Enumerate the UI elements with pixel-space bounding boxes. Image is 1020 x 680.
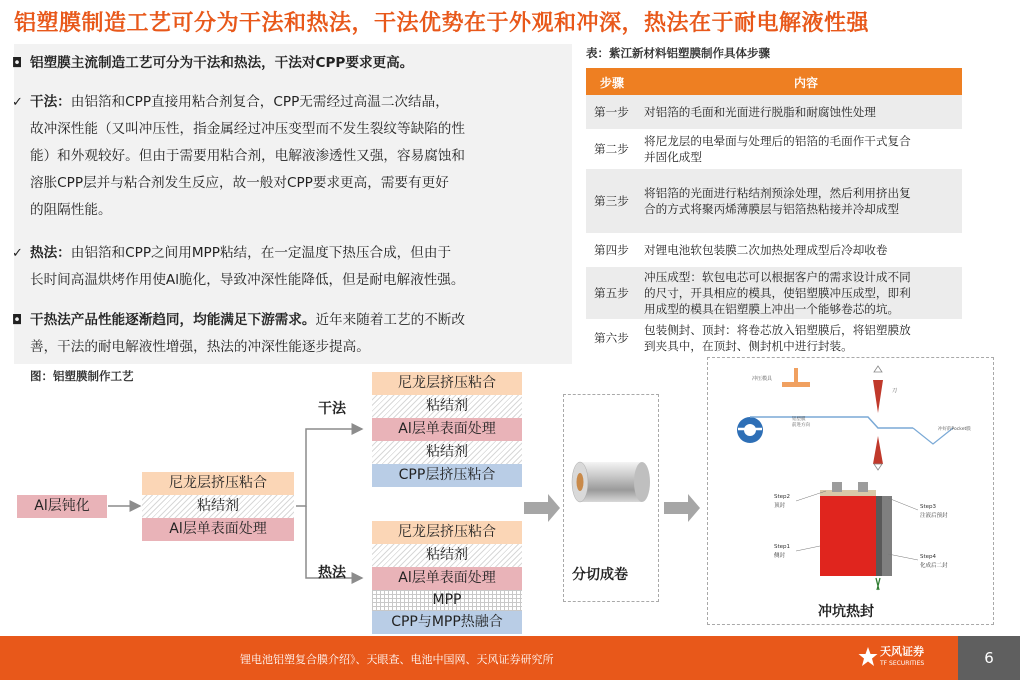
blade-label: 刀 [892,388,898,394]
battery-cell-icon [820,496,876,576]
paragraph-overview: ◘ 铝塑膜主流制造工艺可分为干法和热法，干法对CPP要求更高。 [30,50,413,77]
dry-layer-cpp: CPP层挤压粘合 [372,464,522,487]
al-passivation-box: Al层钝化 [17,495,107,518]
table-row: 第三步 将铝箔的光面进行粘结剂预涂处理，然后利用挤出复 合的方式将聚丙烯薄膜层与铝箔热粘接并冷却成型 [586,169,962,233]
paragraph-convergence: ◘ 干热法产品性能逐渐趋同，均能满足下游需求。近年来随着工艺的不断改 善，干法的耐电解液性增强，热法的冲深性能逐步提高。 [30,307,465,361]
check-icon: ✓ [12,95,23,110]
dry-layer-adhesive-2: 粘结剂 [372,441,522,464]
bullet-square-icon: ◘ [12,56,23,71]
arrow-to-dry [296,429,362,506]
header-content: 内容 [794,76,819,90]
dry-method-label: 干法 [318,401,346,417]
svg-text:注液后预封: 注液后预封 [920,513,948,519]
hot-layer-cpp-mpp: CPP与MPP热融合 [372,611,522,634]
header-step: 步骤 [600,76,625,90]
page-title: 铝塑膜制造工艺可分为干法和热法，干法优势在于外观和冲深，热法在于耐电解液性强 [14,11,870,36]
film-label: 铝塑膜 [792,417,806,422]
hot-layer-al: Al层单表面处理 [372,567,522,590]
paragraph-dry-method: ✓ 干法：由铝箔和CPP直接用粘合剂复合，CPP无需经过高温二次结晶， 故冲深性能（又叫冲压性，指金属经过冲压变型而不发生裂纹等缺陷的性 能）和外观较好。但由于需要用粘合剂，电解液渗透性又强，容易腐蚀和 溶胀CPP层并与粘合剂发生反应，故一般对CPP要求更高，需要有更好 的阻隔性能。 [30,89,465,224]
svg-text:Step4: Step4 [920,554,937,560]
mid-layer-adhesive: 粘结剂 [142,495,294,518]
slitting-label: 分切成卷 [572,567,628,583]
logo-icon [858,646,878,668]
blade-top-icon [873,380,883,413]
die-icon [782,382,810,387]
blade-bottom-icon [873,436,883,464]
dry-layer-al: Al层单表面处理 [372,418,522,441]
svg-text:侧封: 侧封 [774,553,786,559]
svg-text:Step2: Step2 [774,494,791,500]
pocket-label: 冲好的Pocket膜 [938,427,971,432]
hot-method-label: 热法 [318,565,346,581]
svg-text:Step3: Step3 [920,504,937,510]
page-number: 6 [958,636,1020,680]
logo-text: 天风证券 [880,645,924,658]
hot-layer-adhesive: 粘结剂 [372,544,522,567]
arrow-to-slit [524,494,560,522]
mid-layer-al: Al层单表面处理 [142,518,294,541]
svg-text:化成后二封: 化成后二封 [920,563,948,569]
footer-source: 锂电池铝塑复合膜介绍》、天眼查、电池中国网、天风证券研究所 [240,653,554,666]
film-roll-image [566,440,656,520]
figure-caption: 图：铝塑膜制作工艺 [30,369,134,383]
table-row: 第二步 将尼龙层的电晕面与处理后的铝箔的毛面作干式复合 并固化成型 [594,134,911,164]
table-row: 第四步 对锂电池软包装膜二次加热处理成型后冷却收卷 [594,243,888,257]
scissors-icon [876,578,880,590]
hot-layer-nylon: 尼龙层挤压粘合 [372,521,522,544]
check-icon: ✓ [12,246,23,261]
svg-text:Step1: Step1 [774,544,791,550]
dry-layer-nylon: 尼龙层挤压粘合 [372,372,522,395]
hot-layer-mpp: MPP [372,590,522,611]
table-caption: 表：紫江新材料铝塑膜制作具体步骤 [586,46,770,60]
arrow-to-punch [664,494,700,522]
punch-seal-diagram [708,358,993,598]
svg-text:顶封: 顶封 [774,503,786,509]
die-label: 冲压模具 [752,376,773,382]
table-row: 第一步 对铝箔的毛面和光面进行脱脂和耐腐蚀性处理 [586,95,962,129]
table-row: 第六步 包装侧封、顶封：将卷芯放入铝塑膜后，将铝塑膜放 到夹具中，在顶封、侧封机中进行封装。 [594,323,911,353]
bullet-square-icon: ◘ [12,313,23,328]
punch-seal-label: 冲坑热封 [818,604,874,620]
logo-subtext: TF SECURITIES [880,660,925,667]
paragraph-hot-method: ✓ 热法：由铝箔和CPP之间用MPP粘结，在一定温度下热压合成，但由于 长时间高温烘烤作用使Al脆化，导致冲深性能降低，但是耐电解液性强。 [30,240,464,294]
table-row: 第五步 冲压成型：软包电芯可以根据客户的需求设计成不同 的尺寸，开具相应的模具，使铝塑膜冲压成型，即利 用成型的模具在铝塑膜上冲出一个能够卷芯的坑。 [586,267,962,319]
dry-layer-adhesive: 粘结剂 [372,395,522,418]
direction-label: 前进方向 [792,423,810,428]
mid-layer-nylon: 尼龙层挤压粘合 [142,472,294,495]
